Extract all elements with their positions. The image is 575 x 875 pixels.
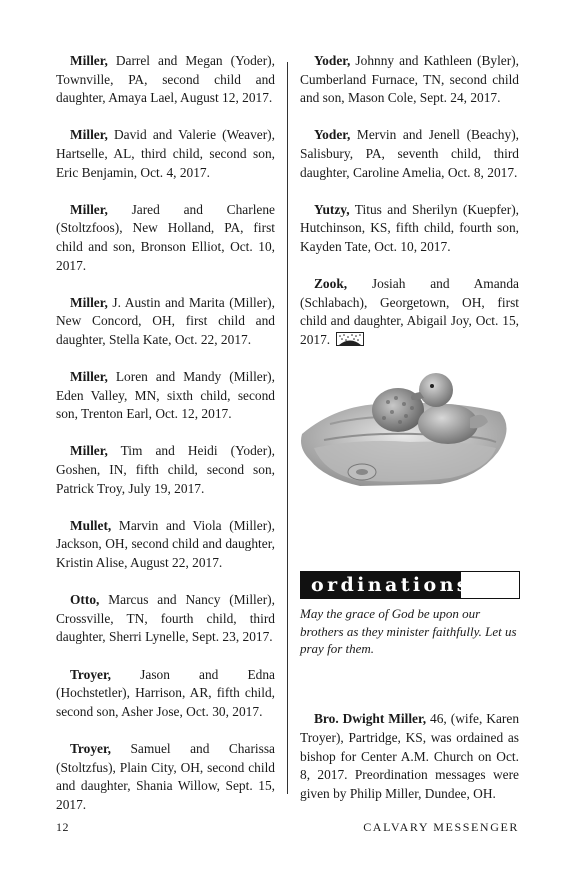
announcement-entry: Troyer, Jason and Edna (Hochstetler), Harrison, AR, fifth child, second son, Asher Jose, Oct. 30, 2017. <box>56 666 275 719</box>
page-number: 12 <box>56 820 69 834</box>
announcement-entry: Yutzy, Titus and Sherilyn (Kuepfer), Hutchinson, KS, fifth child, fourth son, Kayden Tate, Oct. 10, 2017. <box>300 201 519 254</box>
end-of-section-icon <box>336 332 364 346</box>
birth-announcements-right <box>300 52 519 511</box>
section-title: ordinations <box>311 574 471 596</box>
announcement-entry: Otto, Marcus and Nancy (Miller), Crossville, TN, fourth child, third daughter, Sherri Lynelle, Sept. 23, 2017. <box>56 592 275 645</box>
announcement-entry: Miller, Jared and Charlene (Stoltzfoos), New Holland, PA, first child and son, Bronson Elliot, Oct. 10, 2017. <box>56 201 275 273</box>
announcement-entry: Zook, Josiah and Amanda (Schlabach), Georgetown, OH, first child and daughter, Abigail Joy, Oct. 15, 2017. <box>300 276 519 347</box>
announcement-entry: Yoder, Mervin and Jenell (Beachy), Salisbury, PA, seventh child, third daughter, Caroline Amelia, Oct. 8, 2017. <box>300 127 519 180</box>
announcement-entry: Miller, J. Austin and Marita (Miller), New Concord, OH, first child and daughter, Stella Kate, Oct. 22, 2017. <box>56 294 275 347</box>
ordinations-blessing: May the grace of God be upon our brothers as they minister faithfully. Let us pray for them. <box>300 606 517 656</box>
announcement-entry: Miller, David and Valerie (Weaver), Hartselle, AL, third child, second son, Eric Benjamin, Oct. 4, 2017. <box>56 127 275 180</box>
ordination-entry: Bro. Dwight Miller, 46, (wife, Karen Troyer), Partridge, KS, was ordained as bishop for Center A.M. Church on Oct. 8, 2017. Preordination messages were given by Philip Miller, Dundee, OH. <box>300 711 520 801</box>
announcement-entry: Miller, Darrel and Megan (Yoder), Townville, PA, second child and daughter, Amaya Lael, August 12, 2017. <box>56 53 275 106</box>
announcement-entry: Troyer, Samuel and Charissa (Stoltzfus), Plain City, OH, second child and daughter, Shania Willow, Sept. 15, 2017. <box>56 740 275 812</box>
column-divider <box>287 62 288 794</box>
announcement-entry: Miller, Loren and Mandy (Miller), Eden Valley, MN, sixth child, second son, Trenton Earl, Oct. 12, 2017. <box>56 369 275 422</box>
announcement-entry: Yoder, Johnny and Kathleen (Byler), Cumberland Furnace, TN, second child and son, Mason Cole, Sept. 24, 2017. <box>300 53 519 106</box>
publication-name: CALVARY MESSENGER <box>363 820 519 834</box>
baby-bath-towel-duck-photo <box>300 356 519 506</box>
birth-announcements-left <box>56 52 275 833</box>
ordinations-section-header <box>300 571 520 599</box>
announcement-entry: Miller, Tim and Heidi (Yoder), Goshen, IN, fifth child, second son, Patrick Troy, July 19, 2017. <box>56 443 275 496</box>
announcement-entry: Mullet, Marvin and Viola (Miller), Jackson, OH, second child and daughter, Kristin Alise, August 22, 2017. <box>56 517 275 571</box>
